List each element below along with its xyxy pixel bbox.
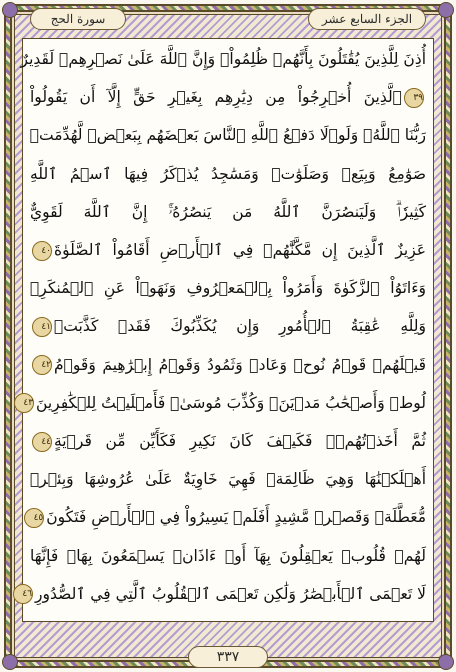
text-line	[30, 122, 426, 148]
verse-text: كَثِيرٗاۗ وَلَيَنصُرَنَّ ٱللَّهُ مَن يَنصُرُهُۥٓۚ إِنَّ ٱللَّهَ لَقَوِيٌّ	[30, 202, 426, 221]
corner-ornament-icon	[438, 2, 454, 18]
verse-number-marker: ٤٥	[24, 508, 44, 528]
juz-label: الجزء السابع عشر	[308, 8, 426, 30]
verse-number-marker: ٤٤	[32, 432, 52, 452]
text-line	[30, 237, 426, 263]
verse-text: رَبُّنَا ٱللَّهُۗ وَلَوۡلَا دَفۡعُ ٱللَّهِ ٱلنَّاسَ بَعۡضَهُم بِبَعۡضٖ لَّهُدِّمَتۡ	[29, 126, 426, 145]
verse-text: صَوَٰمِعُ وَبِيَعٞ وَصَلَوَٰتٞ وَمَسَٰجِدُ يُذۡكَرُ فِيهَا ٱسۡمُ ٱللَّهِ	[30, 164, 426, 183]
text-line	[30, 543, 426, 569]
text-line	[30, 352, 426, 378]
text-line	[23, 390, 426, 416]
verse-number-marker: ٣٩	[404, 88, 424, 108]
text-line	[22, 581, 426, 607]
surah-label: سورة الحج	[30, 8, 126, 30]
verse-number-marker: ٤٣	[14, 393, 34, 413]
verse-text: قَبۡلَهُمۡ قَوۡمُ نُوحٖ وَعَادٞ وَثَمُودُ وَقَوۡمُ إِبۡرَٰهِيمَ وَقَوۡمُ	[54, 355, 426, 374]
verse-text: مُّعَطَّلَةٖ وَقَصۡرٖ مَّشِيدٍ أَفَلَمۡ يَسِيرُواْ فِي ٱلۡأَرۡضِ فَتَكُونَ	[46, 508, 426, 527]
verse-number-marker: ٤١	[32, 317, 52, 337]
verse-text: لَهُمۡ قُلُوبٞ يَعۡقِلُونَ بِهَآ أَوۡ ءَاذَانٞ يَسۡمَعُونَ بِهَاۖ فَإِنَّهَا	[30, 546, 426, 565]
verse-text: لُوطٖ وَأَصۡحَٰبُ مَدۡيَنَۖ وَكُذِّبَ مُوسَىٰۖ فَأَمۡلَيۡتُ لِلۡكَٰفِرِينَ	[36, 393, 426, 412]
corner-ornament-icon	[2, 654, 18, 670]
verse-text: أُذِنَ لِلَّذِينَ يُقَٰتَلُونَ بِأَنَّهُمۡ ظُلِمُواْۚ وَإِنَّ ٱللَّهَ عَلَىٰ نَصۡرِهِمۡ لَقَدِيرٌ	[20, 50, 426, 68]
verse-text: ٱلَّذِينَ أُخۡرِجُواْ مِن دِيَٰرِهِم بِغَيۡرِ حَقٍّ إِلَّآ أَن يَقُولُواْ	[30, 88, 402, 107]
page-number: ٣٣٧	[188, 646, 268, 668]
verse-text: عَزِيزٌ ٱلَّذِينَ إِن مَّكَّنَّٰهُمۡ فِي ٱلۡأَرۡضِ أَقَامُواْ ٱلصَّلَوٰةَ	[54, 241, 426, 259]
text-line	[20, 46, 426, 72]
verse-number-marker: ٤٦	[13, 584, 33, 604]
verse-text: أَهۡلَكۡنَٰهَا وَهِيَ ظَالِمَةٞ فَهِيَ خَاوِيَةٌ عَلَىٰ عُرُوشِهَا وَبِئۡرٖ	[30, 470, 426, 489]
corner-ornament-icon	[2, 2, 18, 18]
text-line	[30, 199, 426, 225]
text-line	[30, 428, 426, 454]
verse-text: ثُمَّ أَخَذۡتُهُمۡۖ فَكَيۡفَ كَانَ نَكِيرِ فَكَأَيِّن مِّن قَرۡيَةٍ	[54, 432, 426, 450]
corner-ornament-icon	[438, 654, 454, 670]
verse-text: لَا تَعۡمَى ٱلۡأَبۡصَٰرُ وَلَٰكِن تَعۡمَى ٱلۡقُلُوبُ ٱلَّتِي فِي ٱلصُّدُورِ	[35, 584, 426, 603]
text-line	[30, 161, 426, 187]
text-line	[30, 466, 426, 492]
text-line	[30, 275, 426, 301]
verse-text: وَلِلَّهِ عَٰقِبَةُ ٱلۡأُمُورِ وَإِن يُكَذِّبُوكَ فَقَدۡ كَذَّبَتۡ	[54, 317, 426, 336]
verse-number-marker: ٤٠	[32, 241, 52, 261]
text-line	[30, 313, 426, 339]
text-line	[30, 504, 426, 530]
verse-number-marker: ٤٢	[32, 355, 52, 375]
text-line	[30, 84, 426, 110]
verse-text: وَءَاتَوُاْ ٱلزَّكَوٰةَ وَأَمَرُواْ بِٱلۡمَعۡرُوفِ وَنَهَوۡاْ عَنِ ٱلۡمُنكَرِۗ	[30, 279, 426, 298]
